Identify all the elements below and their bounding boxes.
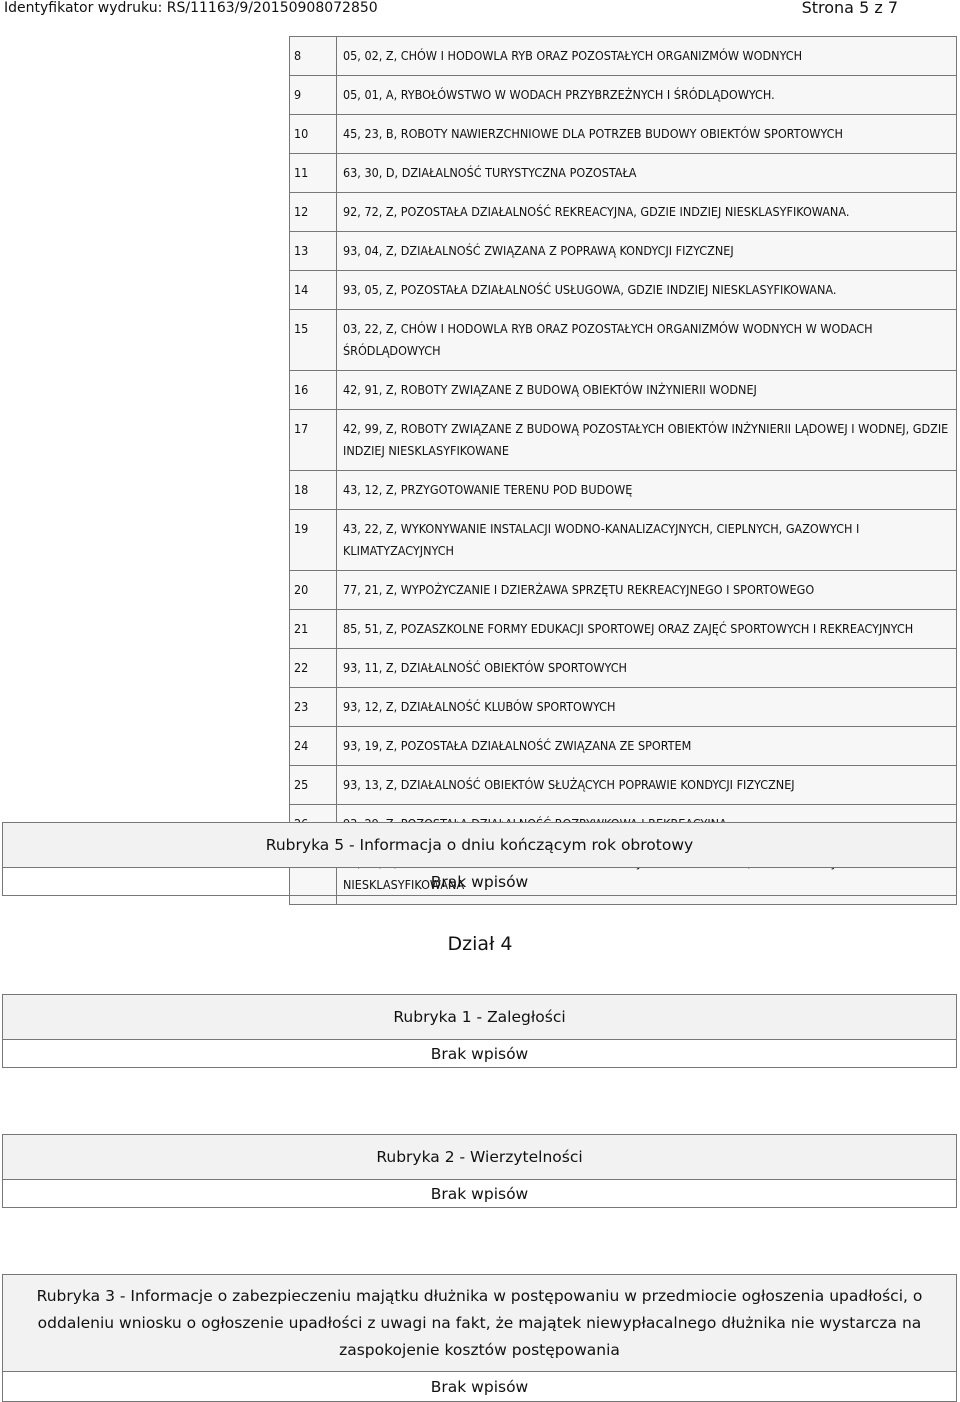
row-text: 85, 51, Z, POZASZKOLNE FORMY EDUKACJI SPORTOWEJ ORAZ ZAJĘĆ SPORTOWYCH I REKREACYJNYCH bbox=[337, 610, 957, 649]
table-row bbox=[290, 76, 957, 115]
row-number: 23 bbox=[290, 688, 337, 727]
row-number: 21 bbox=[290, 610, 337, 649]
row-number: 9 bbox=[290, 76, 337, 115]
row-number: 19 bbox=[290, 510, 337, 571]
row-text: 05, 01, A, RYBOŁÓWSTWO W WODACH PRZYBRZEŻNYCH I ŚRÓDLĄDOWYCH. bbox=[337, 76, 957, 115]
row-number: 24 bbox=[290, 727, 337, 766]
row-text: 42, 99, Z, ROBOTY ZWIĄZANE Z BUDOWĄ POZOSTAŁYCH OBIEKTÓW INŻYNIERII LĄDOWEJ I WODNEJ, GDZIE INDZIEJ NIESKLASYFIKOWANE bbox=[337, 410, 957, 471]
table-row bbox=[290, 649, 957, 688]
row-text: 43, 12, Z, PRZYGOTOWANIE TERENU POD BUDOWĘ bbox=[337, 471, 957, 510]
rubryka-1-empty: Brak wpisów bbox=[430, 1045, 529, 1063]
row-text: 93, 04, Z, DZIAŁALNOŚĆ ZWIĄZANA Z POPRAWĄ KONDYCJI FIZYCZNEJ bbox=[337, 232, 957, 271]
rubryka-5-section bbox=[2, 822, 957, 896]
row-number: 22 bbox=[290, 649, 337, 688]
table-row bbox=[290, 371, 957, 410]
row-number: 13 bbox=[290, 232, 337, 271]
table-row bbox=[290, 471, 957, 510]
rubryka-3-empty: Brak wpisów bbox=[430, 1378, 529, 1396]
table-row bbox=[290, 766, 957, 805]
rubryka-3-title: Rubryka 3 - Informacje o zabezpieczeniu majątku dłużnika w postępowaniu w przedmiocie ogłoszenia upadłości, o oddaleniu wniosku o ogłoszenie upadłości z uwagi na fakt, że majątek niewypłacalnego dłużnika nie wystarcza na zaspokojenie kosztów postępowania bbox=[3, 1275, 956, 1372]
table-row bbox=[290, 193, 957, 232]
table-row bbox=[290, 571, 957, 610]
page-header bbox=[0, 0, 960, 18]
rubryka-5-title: Rubryka 5 - Informacja o dniu kończącym rok obrotowy bbox=[3, 823, 956, 868]
row-text: NIESKLASYFIKOWANA bbox=[337, 844, 957, 905]
row-number: 8 bbox=[290, 37, 337, 76]
table-row bbox=[290, 271, 957, 310]
table-row bbox=[290, 688, 957, 727]
row-number: 11 bbox=[290, 154, 337, 193]
table-row bbox=[290, 510, 957, 571]
page-number: Strona 5 z 7 bbox=[801, 0, 898, 17]
row-text: 93, 05, Z, POZOSTAŁA DZIAŁALNOŚĆ USŁUGOWA, GDZIE INDZIEJ NIESKLASYFIKOWANA. bbox=[337, 271, 957, 310]
row-text: 92, 72, Z, POZOSTAŁA DZIAŁALNOŚĆ REKREACYJNA, GDZIE INDZIEJ NIESKLASYFIKOWANA. bbox=[337, 193, 957, 232]
rubryka-1-title: Rubryka 1 - Zaległości bbox=[3, 995, 956, 1040]
row-number: 10 bbox=[290, 115, 337, 154]
row-text: 45, 23, B, ROBOTY NAWIERZCHNIOWE DLA POTRZEB BUDOWY OBIEKTÓW SPORTOWYCH bbox=[337, 115, 957, 154]
row-text: 93, 13, Z, DZIAŁALNOŚĆ OBIEKTÓW SŁUŻĄCYCH POPRAWIE KONDYCJI FIZYCZNEJ bbox=[337, 766, 957, 805]
table-row bbox=[290, 310, 957, 371]
row-text: 77, 21, Z, WYPOŻYCZANIE I DZIERŻAWA SPRZĘTU REKREACYJNEGO I SPORTOWEGO bbox=[337, 571, 957, 610]
rubryka-2-title: Rubryka 2 - Wierzytelności bbox=[3, 1135, 956, 1180]
row-text: 93, 12, Z, DZIAŁALNOŚĆ KLUBÓW SPORTOWYCH bbox=[337, 688, 957, 727]
row-text: 93, 19, Z, POZOSTAŁA DZIAŁALNOŚĆ ZWIĄZANA ZE SPORTEM bbox=[337, 727, 957, 766]
row-number: 20 bbox=[290, 571, 337, 610]
table-row bbox=[290, 232, 957, 271]
row-number: 18 bbox=[290, 471, 337, 510]
table-row bbox=[290, 37, 957, 76]
row-text: 42, 91, Z, ROBOTY ZWIĄZANE Z BUDOWĄ OBIEKTÓW INŻYNIERII WODNEJ bbox=[337, 371, 957, 410]
row-number: 15 bbox=[290, 310, 337, 371]
rubryka-3-section bbox=[2, 1274, 957, 1402]
row-number: 14 bbox=[290, 271, 337, 310]
rubryka-2-section bbox=[2, 1134, 957, 1208]
rubryka-2-empty: Brak wpisów bbox=[430, 1185, 529, 1203]
table-row bbox=[290, 610, 957, 649]
row-text: 63, 30, D, DZIAŁALNOŚĆ TURYSTYCZNA POZOSTAŁA bbox=[337, 154, 957, 193]
pkd-table bbox=[289, 36, 957, 905]
row-number: 16 bbox=[290, 371, 337, 410]
row-text: 05, 02, Z, CHÓW I HODOWLA RYB ORAZ POZOSTAŁYCH ORGANIZMÓW WODNYCH bbox=[337, 37, 957, 76]
row-number: 17 bbox=[290, 410, 337, 471]
table-row bbox=[290, 115, 957, 154]
rubryka-5-empty: Brak wpisów bbox=[430, 873, 529, 891]
print-identifier: Identyfikator wydruku: RS/11163/9/20150908072850 bbox=[4, 0, 378, 16]
row-text: 43, 22, Z, WYKONYWANIE INSTALACJI WODNO-KANALIZACYJNYCH, CIEPLNYCH, GAZOWYCH I KLIMATYZACYJNYCH bbox=[337, 510, 957, 571]
table-row bbox=[290, 410, 957, 471]
row-text: 93, 11, Z, DZIAŁALNOŚĆ OBIEKTÓW SPORTOWYCH bbox=[337, 649, 957, 688]
row-text: 03, 22, Z, CHÓW I HODOWLA RYB ORAZ POZOSTAŁYCH ORGANIZMÓW WODNYCH W WODACH ŚRÓDLĄDOWYCH bbox=[337, 310, 957, 371]
table-row bbox=[290, 727, 957, 766]
row-number: 25 bbox=[290, 766, 337, 805]
dzial-4-heading: Dział 4 bbox=[447, 933, 513, 955]
rubryka-1-section bbox=[2, 994, 957, 1068]
row-number: 12 bbox=[290, 193, 337, 232]
table-row bbox=[290, 154, 957, 193]
